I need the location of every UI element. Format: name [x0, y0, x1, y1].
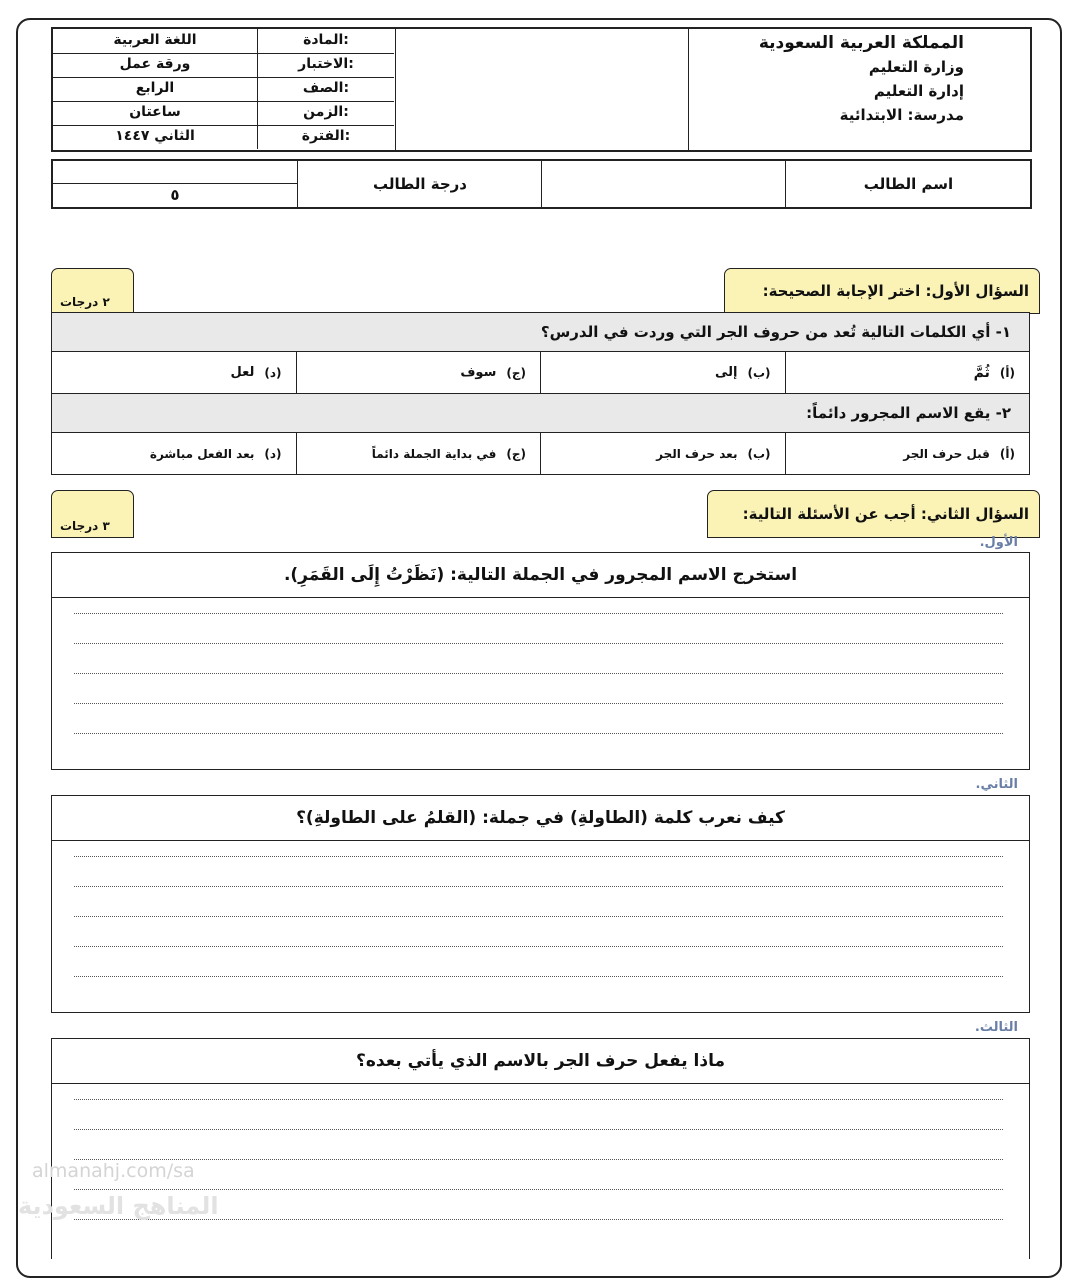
grade-total: ٥: [170, 186, 180, 204]
answer-line[interactable]: [74, 613, 1003, 614]
option-text: لعل: [230, 365, 255, 380]
option-letter: (ب): [747, 365, 771, 380]
answer-line[interactable]: [74, 703, 1003, 704]
answer-line[interactable]: [74, 733, 1003, 734]
info-value: ساعتان: [53, 101, 258, 125]
written-question-1: [51, 552, 1030, 770]
written-question-2: [51, 795, 1030, 1013]
header-table: [51, 27, 1032, 152]
option-letter: (ب): [747, 446, 771, 461]
option-c[interactable]: [296, 433, 541, 474]
ministry-line-ministry: وزارة التعليم: [868, 58, 964, 76]
option-letter: (د): [264, 446, 282, 461]
sub-question-label-2: الثاني.: [975, 777, 1018, 792]
info-value: الرابع: [53, 77, 258, 101]
option-a[interactable]: [785, 352, 1030, 393]
q1-title-tab: [724, 268, 1040, 314]
info-value: ورقة عمل: [53, 53, 258, 77]
option-text: في بداية الجملة دائماً: [371, 446, 497, 461]
written-question-text: استخرج الاسم المجرور في الجملة التالية: (نَظَرْتُ إِلَى القَمَرِ).: [52, 553, 1029, 598]
mcq-question-1: ١- أي الكلمات التالية تُعد من حروف الجر التي وردت في الدرس؟: [52, 313, 1029, 352]
option-b[interactable]: [540, 433, 785, 474]
mcq-question-2: ٢- يقع الاسم المجرور دائماً:: [52, 394, 1029, 433]
answer-line[interactable]: [74, 1129, 1003, 1130]
option-text: ثُمَّ: [973, 364, 990, 381]
grade-score-cell[interactable]: [53, 161, 297, 184]
q1-mcq-table: [51, 312, 1030, 475]
answer-line[interactable]: [74, 643, 1003, 644]
option-text: قبل حرف الجر: [903, 446, 990, 461]
q2-title-tab: [707, 490, 1040, 538]
student-table: [51, 159, 1032, 209]
option-d[interactable]: [52, 433, 296, 474]
student-name-label: اسم الطالب: [785, 161, 1031, 207]
option-letter: (د): [264, 365, 282, 380]
grade-label: درجة الطالب: [297, 161, 542, 207]
ministry-line-country: المملكة العربية السعودية: [758, 33, 964, 53]
grade-box: [53, 161, 297, 207]
option-text: بعد الفعل مباشرة: [149, 446, 255, 461]
watermark-logo-text: المناهج السعودية: [18, 1192, 219, 1220]
written-question-text: كيف نعرب كلمة (الطاولةِ) في جملة: (القلمُ على الطاولةِ)؟: [52, 796, 1029, 841]
info-column-divider: [53, 29, 396, 150]
answer-line[interactable]: [74, 946, 1003, 947]
info-label: المادة:: [303, 32, 349, 48]
sub-question-label-3: الثالث.: [974, 1020, 1018, 1035]
sub-question-label-1: الأول.: [979, 535, 1018, 550]
answer-line[interactable]: [74, 673, 1003, 674]
info-label: الصف:: [302, 80, 350, 96]
q2-points: ٣ درجات: [60, 519, 110, 533]
q1-title: السؤال الأول: اختر الإجابة الصحيحة:: [762, 282, 1029, 300]
option-letter: (ج): [506, 446, 526, 461]
ministry-line-directorate: إدارة التعليم: [873, 82, 964, 100]
option-letter: (ج): [506, 365, 526, 380]
answer-line[interactable]: [74, 886, 1003, 887]
option-letter: (أ): [999, 446, 1015, 461]
option-b[interactable]: [540, 352, 785, 393]
written-question-3: [51, 1038, 1030, 1259]
answer-line[interactable]: [74, 916, 1003, 917]
q1-points-tab: [51, 268, 134, 314]
q1-points: ٢ درجات: [60, 295, 110, 309]
option-text: إلى: [714, 365, 738, 380]
ministry-block: [688, 29, 1030, 150]
mcq-options-1: [52, 352, 1029, 394]
answer-line[interactable]: [74, 856, 1003, 857]
q2-title: السؤال الثاني: أجب عن الأسئلة التالية:: [742, 505, 1029, 523]
option-text: سوف: [460, 365, 497, 380]
student-name-field[interactable]: [541, 161, 786, 207]
info-label: الزمن:: [303, 104, 349, 120]
option-a[interactable]: [785, 433, 1030, 474]
answer-line[interactable]: [74, 1159, 1003, 1160]
mcq-options-2: [52, 433, 1029, 474]
option-text: بعد حرف الجر: [656, 446, 738, 461]
watermark-url: almanahj.com/sa: [32, 1160, 195, 1182]
info-value: اللغة العربية: [53, 29, 258, 53]
info-label: الاختبار:: [298, 56, 354, 72]
answer-line[interactable]: [74, 976, 1003, 977]
answer-line[interactable]: [74, 1099, 1003, 1100]
info-value: الثاني ١٤٤٧: [53, 125, 258, 149]
option-letter: (أ): [999, 365, 1015, 380]
option-d[interactable]: [52, 352, 296, 393]
info-label: الفترة:: [301, 128, 351, 144]
option-c[interactable]: [296, 352, 541, 393]
written-question-text: ماذا يفعل حرف الجر بالاسم الذي يأتي بعده؟: [52, 1039, 1029, 1084]
ministry-line-school: مدرسة: الابتدائية: [839, 106, 964, 124]
q2-points-tab: [51, 490, 134, 538]
answer-line[interactable]: [74, 1189, 1003, 1190]
